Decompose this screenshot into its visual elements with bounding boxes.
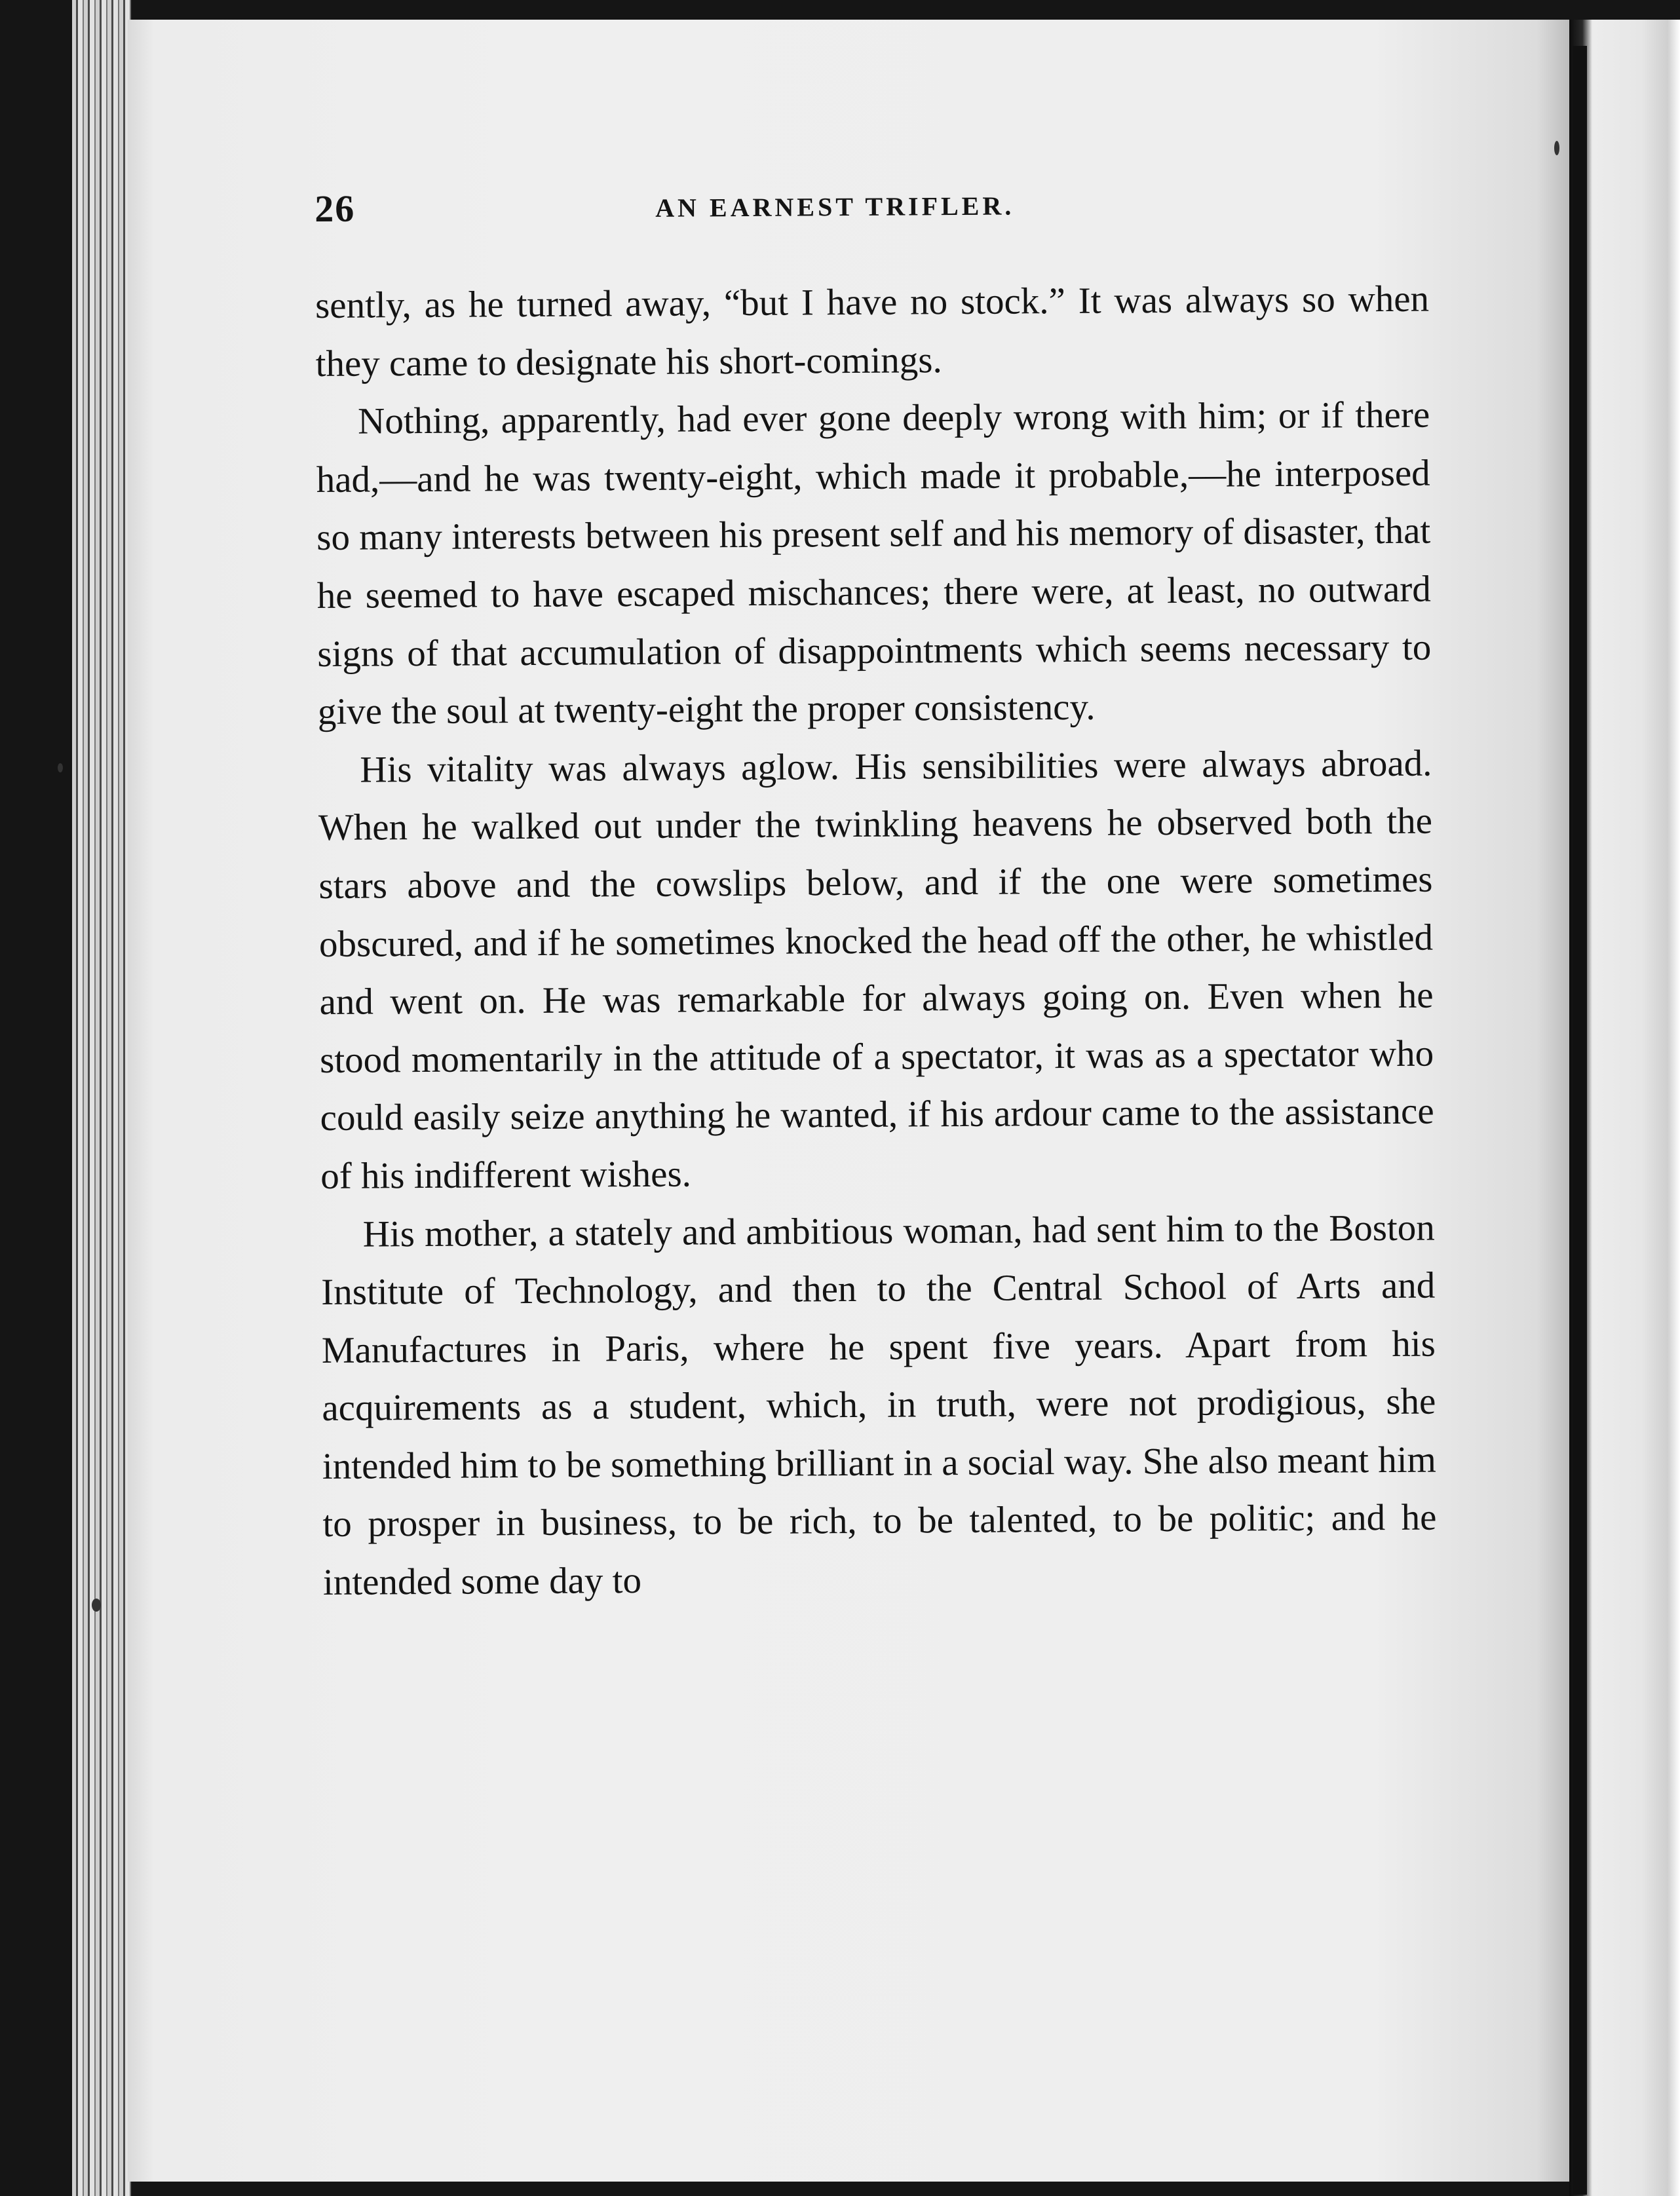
page-number: 26 [315,187,356,230]
paragraph-3: His vitality was always aglow. His sensibilities were always abroad. When he walked out under the twinkling heavens he observed both the stars above and the cowslips below, and if the one were sometimes obscured, and if he sometimes knocked the head off the other, he whistled and went on. He was remarkable for always going on. Even when he stood momentarily in the attitude of a spectator, it was as a spectator who could easily seize anything he wanted, if his ardour came to the assistance of his indifferent wishes. [318,742,1434,1197]
left-page-edges [72,0,131,2196]
dust-speck [92,1599,101,1612]
paragraph-2: Nothing, apparently, had ever gone deeply wrong with him; or if there had,—and he was twenty-eight, which made it probable,—he interposed so many interests between his present self and his memory of disaster, that he seemed to have escaped mischances; there were, at least, no outward signs of that accumulation of disappointments which seems necessary to give the soul at twenty-eight the proper consistency. [316,394,1432,733]
dust-speck [58,763,63,772]
page-content [315,180,1437,1612]
running-head [315,180,1429,246]
running-title: AN EARNEST TRIFLER. [655,191,1015,223]
body-text [315,271,1437,1612]
binding-shadow [1573,46,1587,2195]
dust-speck [1554,141,1559,155]
right-page-edge [1569,20,1680,2196]
paragraph-4: His mother, a stately and ambitious woman, had sent him to the Boston Institute of Technology, and then to the Central School of Arts and Manufactures in Paris, where he spent five years. Apart from his acquirements as a student, which, in truth, were not prodigious, she intended him to be something brilliant in a social way. She also meant him to prosper in business, to be rich, to be talented, to be politic; and he intended some day to [321,1207,1437,1604]
paragraph-1: sently, as he turned away, “but I have no stock.” It was always so when they came to designate his short-comings. [315,278,1430,385]
